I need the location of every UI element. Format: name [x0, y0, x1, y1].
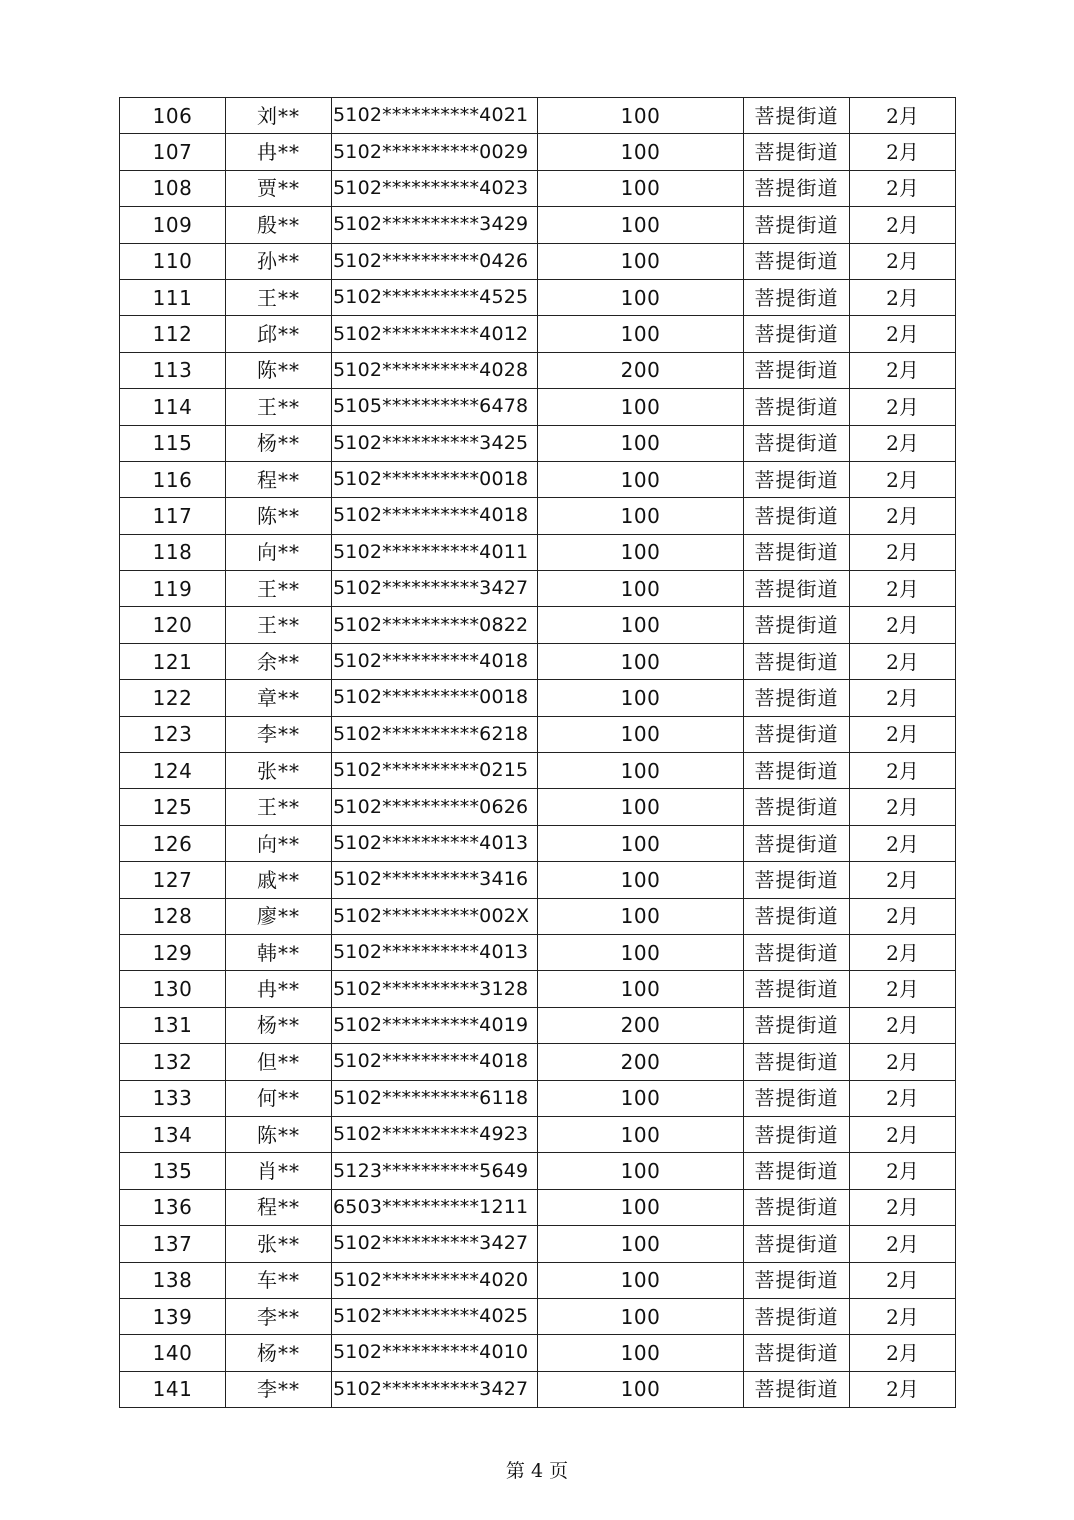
amount-cell: 100 — [538, 1335, 744, 1371]
street-cell: 菩提街道 — [744, 643, 850, 679]
row-number-cell: 109 — [120, 207, 226, 243]
id-number-cell: 5102**********0215 — [332, 753, 538, 789]
table-row — [120, 1335, 956, 1371]
month-cell: 2月 — [850, 607, 956, 643]
name-cell: 韩** — [226, 934, 332, 970]
row-number-cell: 112 — [120, 316, 226, 352]
row-number-cell: 106 — [120, 98, 226, 134]
row-number-cell: 121 — [120, 643, 226, 679]
month-cell: 2月 — [850, 1371, 956, 1407]
amount-cell: 100 — [538, 1153, 744, 1189]
month-cell: 2月 — [850, 862, 956, 898]
table-body — [120, 98, 956, 1408]
id-number-cell: 5102**********4025 — [332, 1298, 538, 1334]
row-number-cell: 138 — [120, 1262, 226, 1298]
amount-cell: 100 — [538, 1262, 744, 1298]
table-row — [120, 1007, 956, 1043]
row-number-cell: 127 — [120, 862, 226, 898]
name-cell: 冉** — [226, 971, 332, 1007]
amount-cell: 100 — [538, 1226, 744, 1262]
name-cell: 张** — [226, 753, 332, 789]
street-cell: 菩提街道 — [744, 1189, 850, 1225]
amount-cell: 100 — [538, 716, 744, 752]
street-cell: 菩提街道 — [744, 680, 850, 716]
name-cell: 戚** — [226, 862, 332, 898]
amount-cell: 100 — [538, 461, 744, 497]
month-cell: 2月 — [850, 1226, 956, 1262]
name-cell: 王** — [226, 389, 332, 425]
name-cell: 殷** — [226, 207, 332, 243]
id-number-cell: 5102**********0626 — [332, 789, 538, 825]
amount-cell: 100 — [538, 862, 744, 898]
month-cell: 2月 — [850, 170, 956, 206]
table-row — [120, 898, 956, 934]
table-row — [120, 1153, 956, 1189]
month-cell: 2月 — [850, 316, 956, 352]
id-number-cell: 5102**********4018 — [332, 643, 538, 679]
row-number-cell: 132 — [120, 1044, 226, 1080]
name-cell: 杨** — [226, 1335, 332, 1371]
street-cell: 菩提街道 — [744, 825, 850, 861]
id-number-cell: 5102**********4012 — [332, 316, 538, 352]
row-number-cell: 139 — [120, 1298, 226, 1334]
amount-cell: 100 — [538, 98, 744, 134]
amount-cell: 100 — [538, 607, 744, 643]
table-row — [120, 534, 956, 570]
id-number-cell: 5102**********3427 — [332, 1371, 538, 1407]
street-cell: 菩提街道 — [744, 389, 850, 425]
street-cell: 菩提街道 — [744, 1153, 850, 1189]
row-number-cell: 120 — [120, 607, 226, 643]
row-number-cell: 133 — [120, 1080, 226, 1116]
table-row — [120, 134, 956, 170]
month-cell: 2月 — [850, 934, 956, 970]
table-row — [120, 243, 956, 279]
row-number-cell: 136 — [120, 1189, 226, 1225]
row-number-cell: 125 — [120, 789, 226, 825]
row-number-cell: 131 — [120, 1007, 226, 1043]
beneficiary-table — [119, 97, 956, 1408]
name-cell: 向** — [226, 534, 332, 570]
name-cell: 程** — [226, 1189, 332, 1225]
id-number-cell: 5102**********4020 — [332, 1262, 538, 1298]
amount-cell: 100 — [538, 1189, 744, 1225]
street-cell: 菩提街道 — [744, 1335, 850, 1371]
id-number-cell: 5102**********4013 — [332, 934, 538, 970]
id-number-cell: 6503**********1211 — [332, 1189, 538, 1225]
table-row — [120, 279, 956, 315]
id-number-cell: 5102**********3416 — [332, 862, 538, 898]
amount-cell: 100 — [538, 680, 744, 716]
street-cell: 菩提街道 — [744, 607, 850, 643]
month-cell: 2月 — [850, 534, 956, 570]
table-row — [120, 1262, 956, 1298]
street-cell: 菩提街道 — [744, 207, 850, 243]
street-cell: 菩提街道 — [744, 352, 850, 388]
table-row — [120, 934, 956, 970]
name-cell: 王** — [226, 571, 332, 607]
table-row — [120, 753, 956, 789]
amount-cell: 100 — [538, 279, 744, 315]
row-number-cell: 141 — [120, 1371, 226, 1407]
id-number-cell: 5102**********4021 — [332, 98, 538, 134]
table-row — [120, 680, 956, 716]
amount-cell: 100 — [538, 898, 744, 934]
row-number-cell: 115 — [120, 425, 226, 461]
amount-cell: 200 — [538, 1007, 744, 1043]
table-row — [120, 825, 956, 861]
amount-cell: 200 — [538, 352, 744, 388]
table-row — [120, 498, 956, 534]
street-cell: 菩提街道 — [744, 425, 850, 461]
street-cell: 菩提街道 — [744, 1298, 850, 1334]
id-number-cell: 5102**********4018 — [332, 498, 538, 534]
table-row — [120, 1080, 956, 1116]
id-number-cell: 5102**********4019 — [332, 1007, 538, 1043]
row-number-cell: 118 — [120, 534, 226, 570]
street-cell: 菩提街道 — [744, 134, 850, 170]
id-number-cell: 5102**********6218 — [332, 716, 538, 752]
id-number-cell: 5102**********3429 — [332, 207, 538, 243]
amount-cell: 100 — [538, 316, 744, 352]
table-row — [120, 461, 956, 497]
month-cell: 2月 — [850, 1153, 956, 1189]
row-number-cell: 107 — [120, 134, 226, 170]
month-cell: 2月 — [850, 498, 956, 534]
month-cell: 2月 — [850, 1116, 956, 1152]
month-cell: 2月 — [850, 98, 956, 134]
row-number-cell: 124 — [120, 753, 226, 789]
month-cell: 2月 — [850, 643, 956, 679]
name-cell: 廖** — [226, 898, 332, 934]
table-row — [120, 1298, 956, 1334]
street-cell: 菩提街道 — [744, 934, 850, 970]
table-row — [120, 1226, 956, 1262]
table-row — [120, 716, 956, 752]
id-number-cell: 5102**********3427 — [332, 1226, 538, 1262]
month-cell: 2月 — [850, 389, 956, 425]
amount-cell: 100 — [538, 971, 744, 1007]
table-row — [120, 607, 956, 643]
row-number-cell: 137 — [120, 1226, 226, 1262]
name-cell: 孙** — [226, 243, 332, 279]
name-cell: 王** — [226, 789, 332, 825]
name-cell: 程** — [226, 461, 332, 497]
amount-cell: 100 — [538, 389, 744, 425]
row-number-cell: 126 — [120, 825, 226, 861]
name-cell: 刘** — [226, 98, 332, 134]
row-number-cell: 110 — [120, 243, 226, 279]
month-cell: 2月 — [850, 279, 956, 315]
street-cell: 菩提街道 — [744, 243, 850, 279]
name-cell: 李** — [226, 716, 332, 752]
row-number-cell: 108 — [120, 170, 226, 206]
id-number-cell: 5123**********5649 — [332, 1153, 538, 1189]
street-cell: 菩提街道 — [744, 461, 850, 497]
street-cell: 菩提街道 — [744, 534, 850, 570]
id-number-cell: 5102**********4010 — [332, 1335, 538, 1371]
table-row — [120, 571, 956, 607]
street-cell: 菩提街道 — [744, 1007, 850, 1043]
id-number-cell: 5102**********4011 — [332, 534, 538, 570]
table-row — [120, 98, 956, 134]
table-row — [120, 1189, 956, 1225]
month-cell: 2月 — [850, 1080, 956, 1116]
month-cell: 2月 — [850, 680, 956, 716]
id-number-cell: 5102**********0018 — [332, 461, 538, 497]
row-number-cell: 111 — [120, 279, 226, 315]
row-number-cell: 123 — [120, 716, 226, 752]
month-cell: 2月 — [850, 716, 956, 752]
month-cell: 2月 — [850, 753, 956, 789]
row-number-cell: 128 — [120, 898, 226, 934]
month-cell: 2月 — [850, 571, 956, 607]
row-number-cell: 129 — [120, 934, 226, 970]
id-number-cell: 5102**********3427 — [332, 571, 538, 607]
street-cell: 菩提街道 — [744, 1226, 850, 1262]
amount-cell: 200 — [538, 1044, 744, 1080]
amount-cell: 100 — [538, 753, 744, 789]
month-cell: 2月 — [850, 352, 956, 388]
id-number-cell: 5102**********4525 — [332, 279, 538, 315]
row-number-cell: 134 — [120, 1116, 226, 1152]
street-cell: 菩提街道 — [744, 316, 850, 352]
street-cell: 菩提街道 — [744, 971, 850, 1007]
amount-cell: 100 — [538, 1080, 744, 1116]
month-cell: 2月 — [850, 1335, 956, 1371]
month-cell: 2月 — [850, 1189, 956, 1225]
table-row — [120, 1116, 956, 1152]
street-cell: 菩提街道 — [744, 1116, 850, 1152]
street-cell: 菩提街道 — [744, 1044, 850, 1080]
street-cell: 菩提街道 — [744, 862, 850, 898]
id-number-cell: 5102**********4923 — [332, 1116, 538, 1152]
amount-cell: 100 — [538, 643, 744, 679]
table-row — [120, 862, 956, 898]
amount-cell: 100 — [538, 243, 744, 279]
street-cell: 菩提街道 — [744, 170, 850, 206]
street-cell: 菩提街道 — [744, 98, 850, 134]
amount-cell: 100 — [538, 571, 744, 607]
street-cell: 菩提街道 — [744, 898, 850, 934]
month-cell: 2月 — [850, 425, 956, 461]
id-number-cell: 5102**********4018 — [332, 1044, 538, 1080]
street-cell: 菩提街道 — [744, 1262, 850, 1298]
amount-cell: 100 — [538, 934, 744, 970]
row-number-cell: 117 — [120, 498, 226, 534]
name-cell: 杨** — [226, 1007, 332, 1043]
name-cell: 肖** — [226, 1153, 332, 1189]
month-cell: 2月 — [850, 971, 956, 1007]
row-number-cell: 130 — [120, 971, 226, 1007]
row-number-cell: 140 — [120, 1335, 226, 1371]
name-cell: 李** — [226, 1371, 332, 1407]
month-cell: 2月 — [850, 1262, 956, 1298]
month-cell: 2月 — [850, 207, 956, 243]
id-number-cell: 5102**********0426 — [332, 243, 538, 279]
name-cell: 章** — [226, 680, 332, 716]
table-row — [120, 170, 956, 206]
name-cell: 陈** — [226, 352, 332, 388]
table-row — [120, 1371, 956, 1407]
row-number-cell: 116 — [120, 461, 226, 497]
month-cell: 2月 — [850, 898, 956, 934]
row-number-cell: 135 — [120, 1153, 226, 1189]
name-cell: 王** — [226, 279, 332, 315]
street-cell: 菩提街道 — [744, 571, 850, 607]
table-row — [120, 352, 956, 388]
row-number-cell: 114 — [120, 389, 226, 425]
name-cell: 陈** — [226, 1116, 332, 1152]
name-cell: 向** — [226, 825, 332, 861]
street-cell: 菩提街道 — [744, 716, 850, 752]
street-cell: 菩提街道 — [744, 1080, 850, 1116]
name-cell: 贾** — [226, 170, 332, 206]
amount-cell: 100 — [538, 1371, 744, 1407]
name-cell: 冉** — [226, 134, 332, 170]
month-cell: 2月 — [850, 243, 956, 279]
month-cell: 2月 — [850, 1007, 956, 1043]
name-cell: 陈** — [226, 498, 332, 534]
table-row — [120, 789, 956, 825]
amount-cell: 100 — [538, 534, 744, 570]
month-cell: 2月 — [850, 825, 956, 861]
name-cell: 李** — [226, 1298, 332, 1334]
amount-cell: 100 — [538, 825, 744, 861]
id-number-cell: 5102**********3128 — [332, 971, 538, 1007]
street-cell: 菩提街道 — [744, 498, 850, 534]
amount-cell: 100 — [538, 498, 744, 534]
name-cell: 但** — [226, 1044, 332, 1080]
month-cell: 2月 — [850, 789, 956, 825]
table-row — [120, 1044, 956, 1080]
id-number-cell: 5102**********002X — [332, 898, 538, 934]
month-cell: 2月 — [850, 1298, 956, 1334]
id-number-cell: 5102**********3425 — [332, 425, 538, 461]
id-number-cell: 5102**********0018 — [332, 680, 538, 716]
name-cell: 王** — [226, 607, 332, 643]
id-number-cell: 5102**********0029 — [332, 134, 538, 170]
amount-cell: 100 — [538, 170, 744, 206]
street-cell: 菩提街道 — [744, 1371, 850, 1407]
row-number-cell: 122 — [120, 680, 226, 716]
row-number-cell: 119 — [120, 571, 226, 607]
name-cell: 何** — [226, 1080, 332, 1116]
month-cell: 2月 — [850, 1044, 956, 1080]
table-row — [120, 389, 956, 425]
page-number: 第 4 页 — [505, 1460, 569, 1482]
row-number-cell: 113 — [120, 352, 226, 388]
street-cell: 菩提街道 — [744, 753, 850, 789]
name-cell: 余** — [226, 643, 332, 679]
table-row — [120, 207, 956, 243]
month-cell: 2月 — [850, 461, 956, 497]
month-cell: 2月 — [850, 134, 956, 170]
table-row — [120, 643, 956, 679]
table-row — [120, 425, 956, 461]
id-number-cell: 5102**********0822 — [332, 607, 538, 643]
id-number-cell: 5105**********6478 — [332, 389, 538, 425]
amount-cell: 100 — [538, 789, 744, 825]
name-cell: 张** — [226, 1226, 332, 1262]
amount-cell: 100 — [538, 1298, 744, 1334]
id-number-cell: 5102**********4028 — [332, 352, 538, 388]
id-number-cell: 5102**********4023 — [332, 170, 538, 206]
amount-cell: 100 — [538, 1116, 744, 1152]
name-cell: 车** — [226, 1262, 332, 1298]
id-number-cell: 5102**********6118 — [332, 1080, 538, 1116]
id-number-cell: 5102**********4013 — [332, 825, 538, 861]
street-cell: 菩提街道 — [744, 789, 850, 825]
table-row — [120, 316, 956, 352]
amount-cell: 100 — [538, 134, 744, 170]
table-row — [120, 971, 956, 1007]
amount-cell: 100 — [538, 425, 744, 461]
name-cell: 邱** — [226, 316, 332, 352]
amount-cell: 100 — [538, 207, 744, 243]
street-cell: 菩提街道 — [744, 279, 850, 315]
name-cell: 杨** — [226, 425, 332, 461]
